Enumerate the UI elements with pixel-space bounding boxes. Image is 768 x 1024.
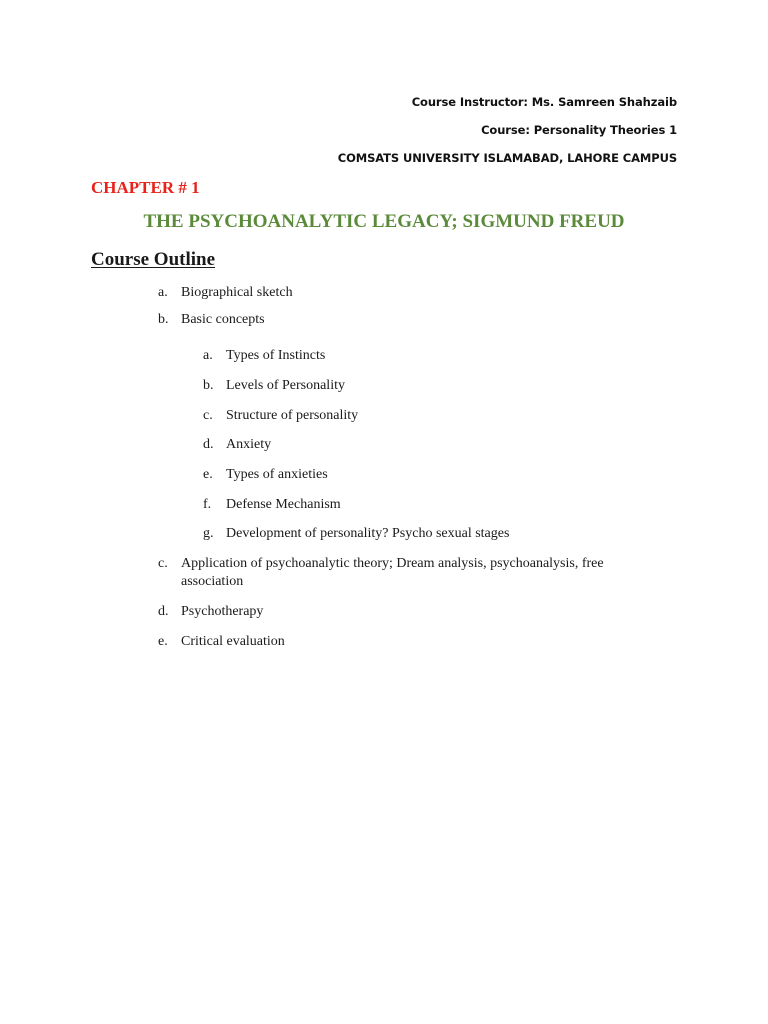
chapter-label: CHAPTER # 1 — [91, 178, 200, 197]
outline-item-text: Psychotherapy — [181, 604, 264, 619]
outline-subitem-text: Levels of Personality — [226, 378, 345, 393]
list-marker: e. — [158, 634, 168, 649]
list-marker: a. — [158, 285, 168, 300]
list-marker: d. — [203, 437, 214, 452]
outline-item-text: Critical evaluation — [181, 634, 285, 649]
outline-subitem-text: Types of Instincts — [226, 348, 326, 363]
list-marker: c. — [158, 556, 168, 571]
list-marker: f. — [203, 497, 212, 512]
outline-item-text: Biographical sketch — [181, 285, 293, 300]
list-marker: a. — [203, 348, 213, 363]
list-marker: b. — [158, 312, 169, 327]
outline-subitem-text: Development of personality? Psycho sexual stages — [226, 526, 510, 541]
list-marker: b. — [203, 378, 214, 393]
outline-subitem-text: Anxiety — [226, 437, 272, 452]
list-marker: e. — [203, 467, 213, 482]
course-name: Course: Personality Theories 1 — [481, 123, 677, 137]
outline-subitem-text: Structure of personality — [226, 408, 359, 423]
course-outline-heading: Course Outline — [91, 249, 216, 270]
university-name: COMSATS UNIVERSITY ISLAMABAD, LAHORE CAMPUS — [337, 151, 677, 165]
list-marker: g. — [203, 526, 214, 541]
list-marker: d. — [158, 604, 169, 619]
outline-item-text: Application of psychoanalytic theory; Dream analysis, psychoanalysis, free association — [181, 556, 604, 589]
list-marker: c. — [203, 408, 213, 423]
outline-subitem-text: Types of anxieties — [226, 467, 328, 482]
outline-item-text: Basic concepts — [181, 312, 265, 327]
course-instructor: Course Instructor: Ms. Samreen Shahzaib — [411, 95, 677, 109]
chapter-title: THE PSYCHOANALYTIC LEGACY; SIGMUND FREUD — [143, 211, 625, 232]
outline-subitem-text: Defense Mechanism — [226, 497, 341, 512]
